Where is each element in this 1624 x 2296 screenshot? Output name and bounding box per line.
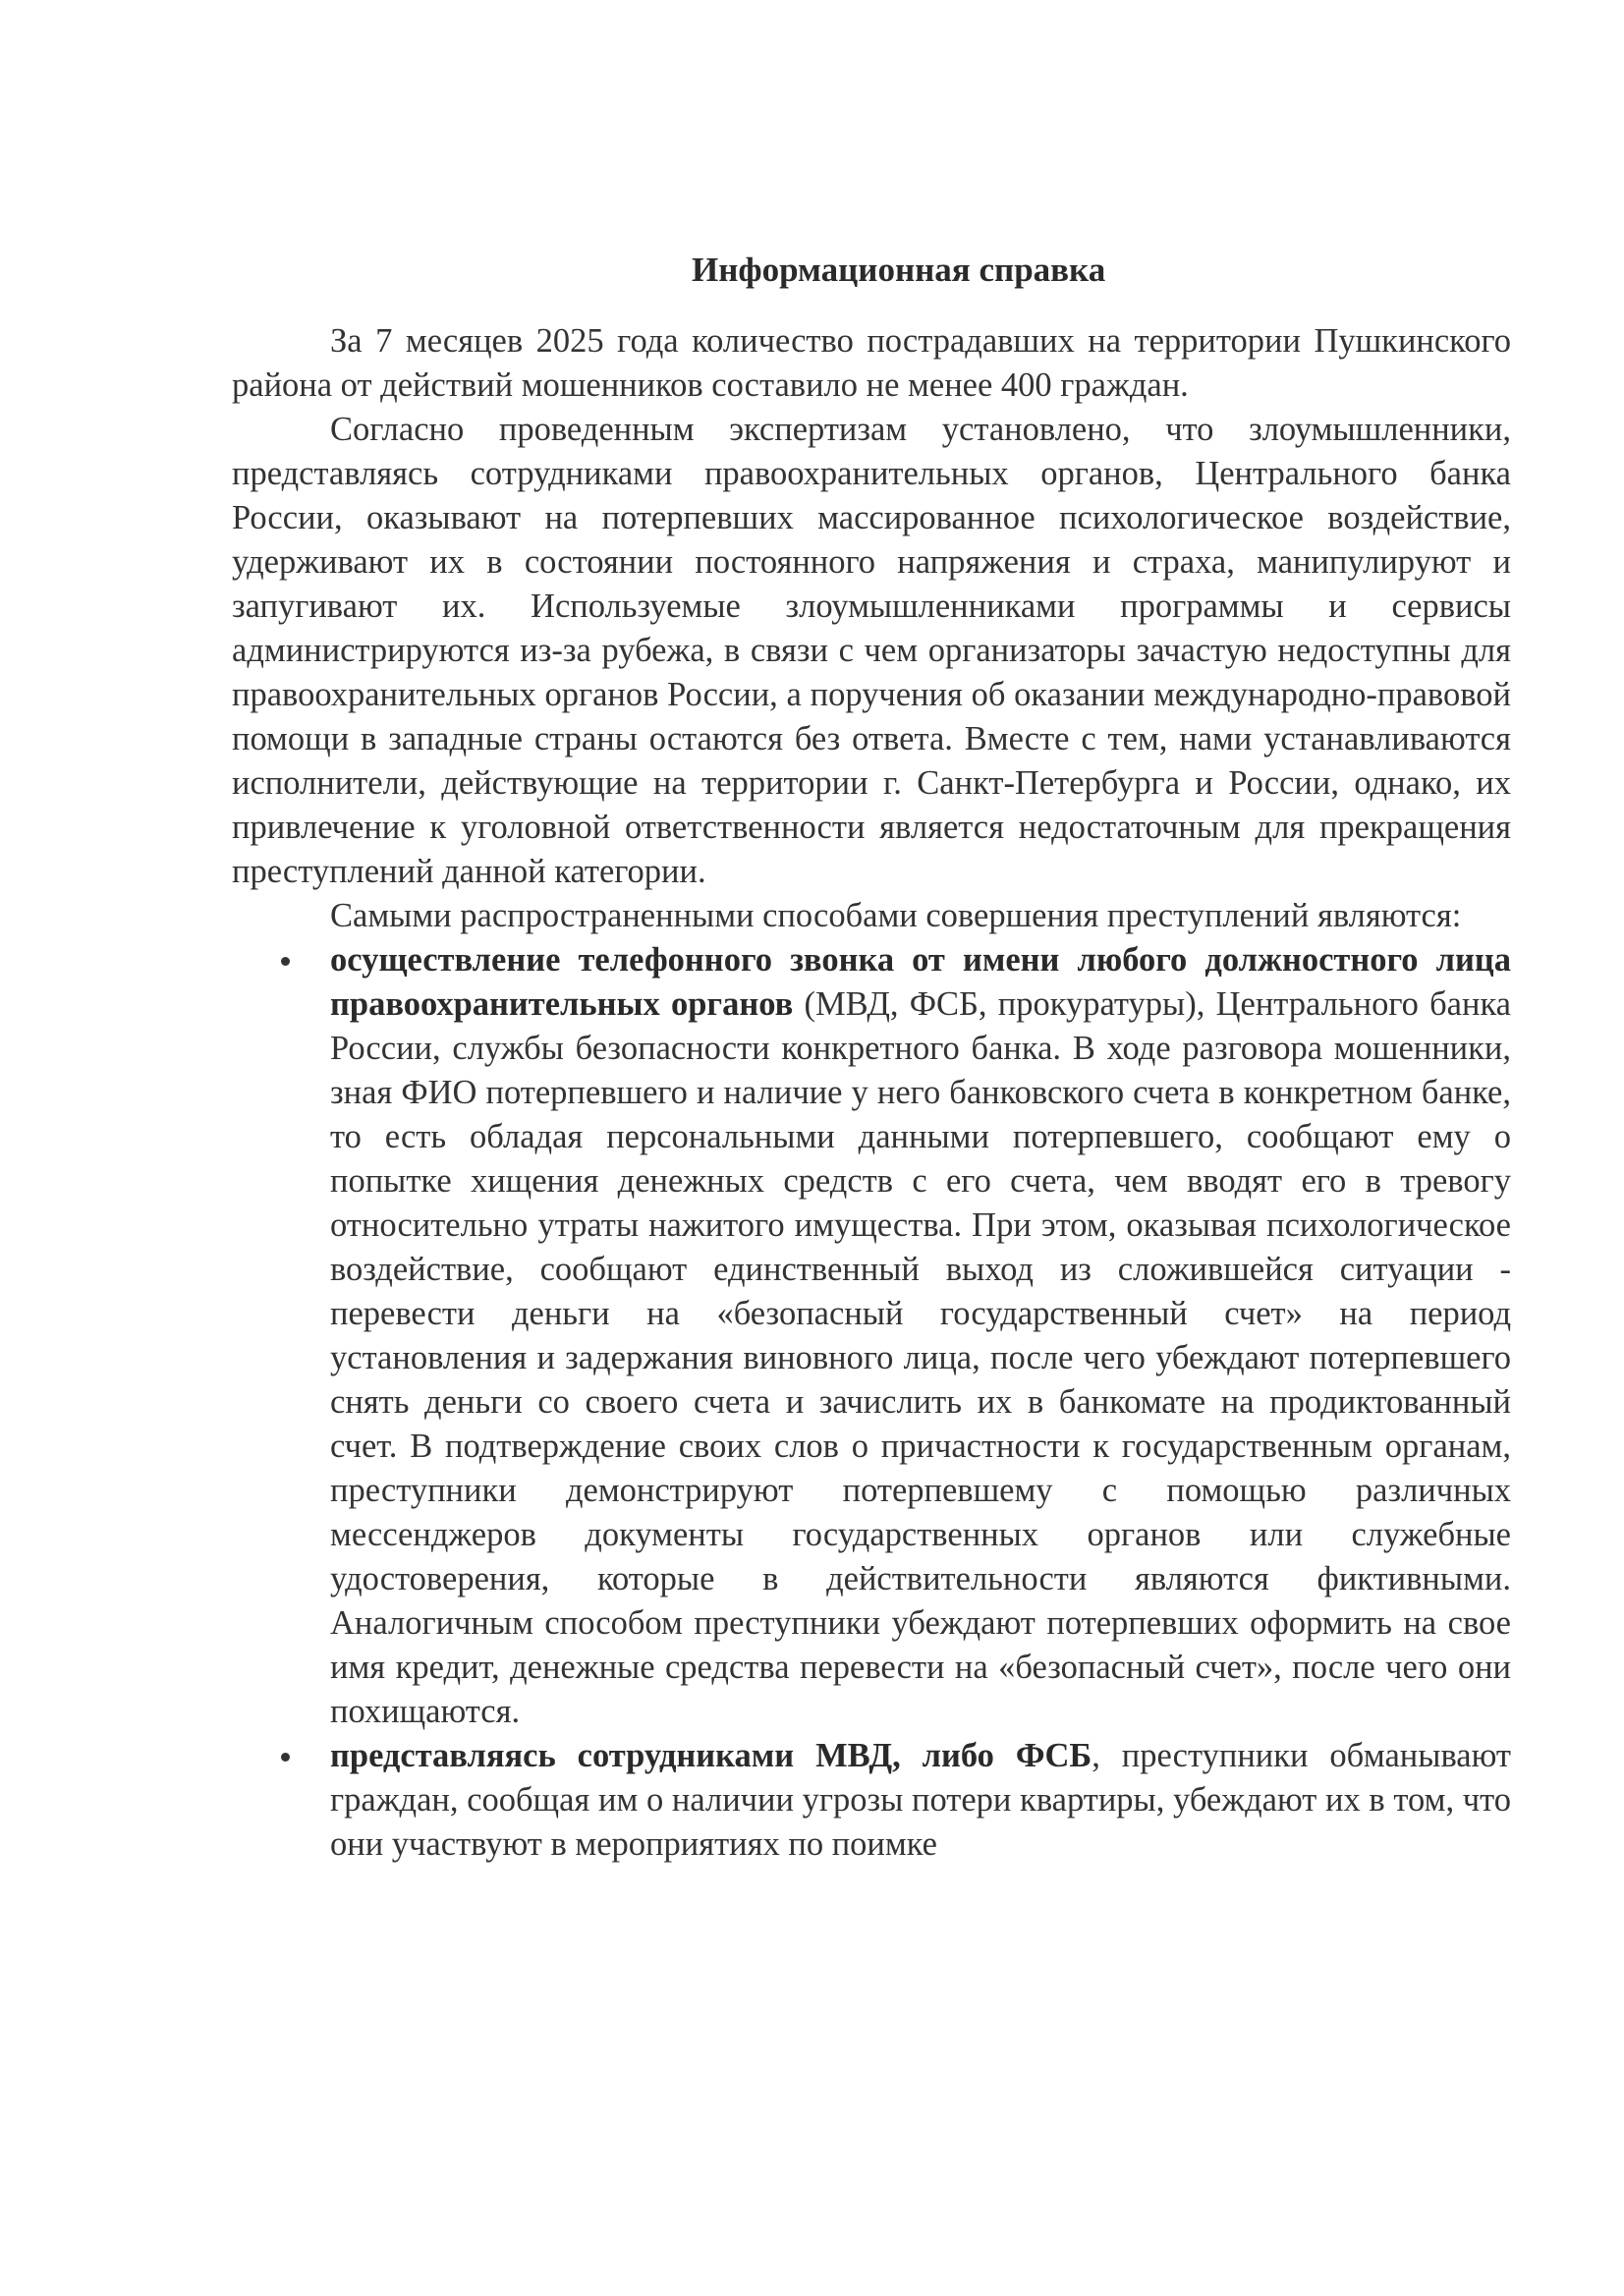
bullet-icon bbox=[281, 957, 290, 966]
list-item-lead: представляясь сотрудниками МВД, либо ФСБ bbox=[330, 1737, 1092, 1774]
document-title: Информационная справка bbox=[692, 251, 1106, 289]
paragraph-expertise: Согласно проведенным экспертизам установлено, что злоумышленники, представляясь сотрудниками правоохранительных органов, Центрального банка России, оказывают на потерпевших массированное психологическое воздействие, удерживают их в состоянии постоянного напряжения и страха, манипулируют и запугивают их. Используемые злоумышленниками программы и сервисы администрируются из-за рубежа, в связи с чем организаторы зачастую недоступны для правоохранительных органов России, а поручения об оказании международно-правовой помощи в западные страны остаются без ответа. Вместе с тем, нами устанавливаются исполнители, действующие на территории г. Санкт-Петербурга и России, однако, их привлечение к уголовной ответственности является недостаточным для прекращения преступлений данной категории. bbox=[232, 411, 1511, 890]
methods-list bbox=[232, 938, 1511, 1867]
bullet-icon bbox=[281, 1753, 290, 1762]
list-item-text: (МВД, ФСБ, прокуратуры), Центрального банка России, службы безопасности конкретного банка. В ходе разговора мошенники, зная ФИО потерпевшего и наличие у него банковского счета в конкретном банке, то есть обладая персональными данными потерпевшего, сообщают ему о попытке хищения денежных средств с его счета, чем вводят его в тревогу относительно утраты нажитого имущества. При этом, оказывая психологическое воздействие, сообщают единственный выход из сложившейся ситуации - перевести деньги на «безопасный государственный счет» на период установления и задержания виновного лица, после чего убеждают потерпевшего снять деньги со своего счета и зачислить их в банкомате на продиктованный счет. В подтверждение своих слов о причастности к государственным органам, преступники демонстрируют потерпевшему с помощью различных мессенджеров документы государственных органов или служебные удостоверения, которые в действительности являются фиктивными. Аналогичным способом преступники убеждают потерпевших оформить на свое имя кредит, денежные средства перевести на «безопасный счет», после чего они похищаются. bbox=[330, 985, 1511, 1730]
paragraph-methods-intro: Самыми распространенными способами совершения преступлений являются: bbox=[330, 897, 1462, 934]
list-item bbox=[232, 938, 1511, 1734]
document-body bbox=[232, 248, 1511, 1867]
list-item-lead: осуществление телефонного звонка от имени любого должностного лица правоохранительных органов bbox=[330, 941, 1511, 1023]
list-item-text: , преступники обманывают граждан, сообщая им о наличии угрозы потери квартиры, убеждают их в том, что они участвуют в мероприятиях по поимке bbox=[330, 1737, 1511, 1863]
paragraph-statistics: За 7 месяцев 2025 года количество пострадавших на территории Пушкинского района от действий мошенников составило не менее 400 граждан. bbox=[232, 322, 1511, 404]
list-item bbox=[232, 1734, 1511, 1867]
